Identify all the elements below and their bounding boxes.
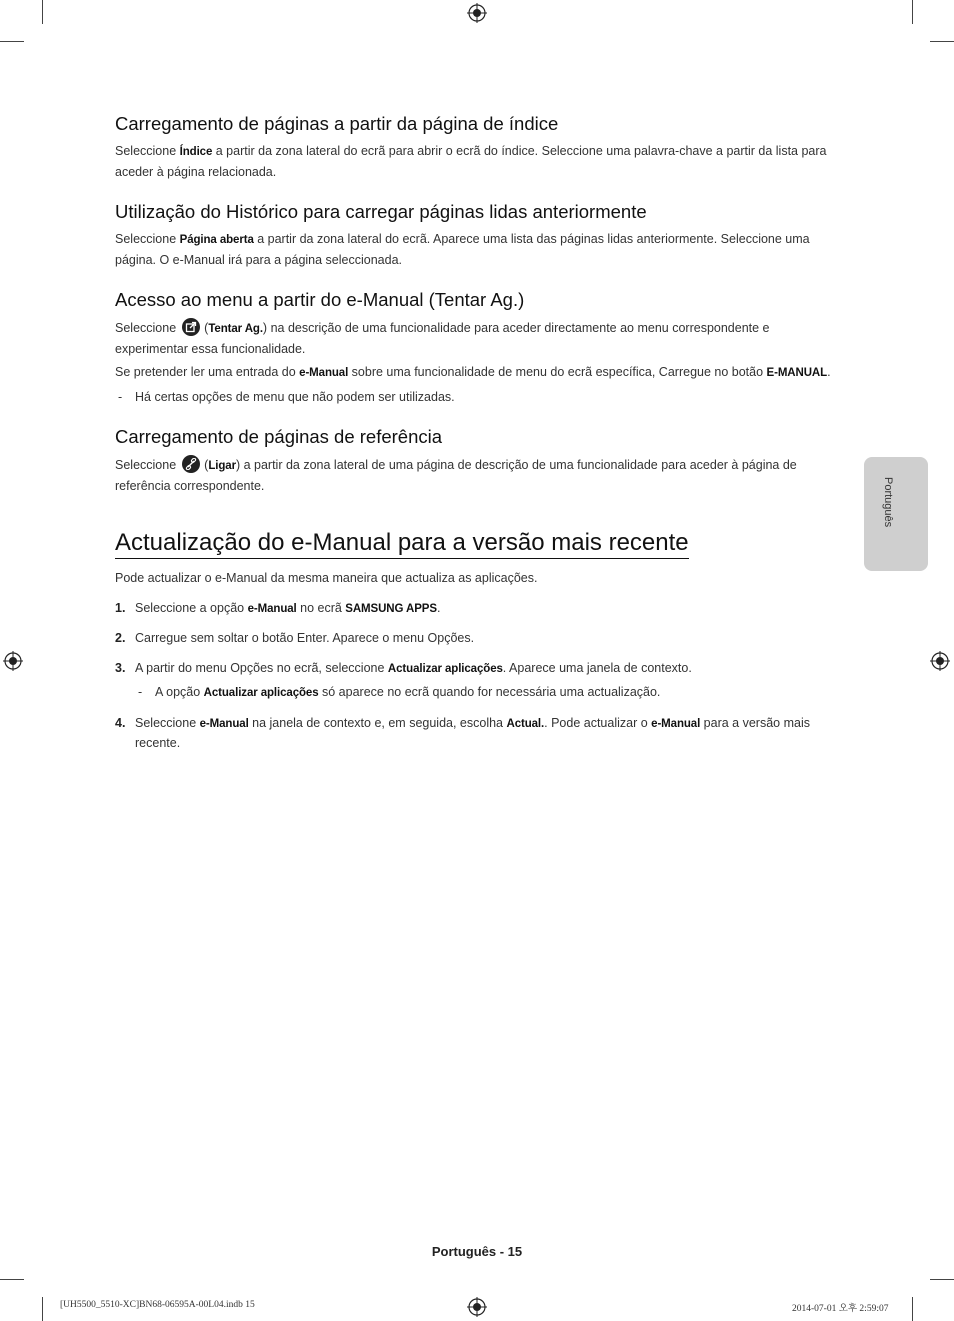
crop-mark [0,41,24,42]
crop-mark [912,1297,913,1321]
crop-mark [0,1279,24,1280]
menu-term: Índice [179,146,213,158]
crop-mark [42,1297,43,1321]
note: - Há certas opções de menu que não podem ser utilizadas. [118,389,455,404]
step-item: 3. A partir do menu Opções no ecrã, seleccione Actualizar aplicações. Aparece uma janela de contexto. [115,660,692,675]
menu-term: Página aberta [179,234,254,246]
register-mark-icon [467,1297,487,1317]
section-index [115,112,835,182]
section-heading: Utilização do Histórico para carregar páginas lidas anteriormente [115,201,647,222]
update-intro: Pode actualizar o e-Manual da mesma maneira que actualiza as aplicações. [115,571,538,585]
note: - A opção Actualizar aplicações só aparece no ecrã quando for necessária uma actualização. [138,685,661,699]
crop-mark [42,0,43,24]
register-mark-icon [930,651,950,671]
language-side-tab [864,457,928,571]
step-item: 2. Carregue sem soltar o botão Enter. Aparece o menu Opções. [115,631,475,645]
step-item: 4. Seleccione e-Manual na janela de contexto e, em seguida, escolha Actual.. Pode actualizar o e-Manual para a versão mais recente. [115,715,810,750]
date-imprint: 2014-07-01 오후 2:59:07 [792,1304,889,1314]
crop-mark [912,0,913,24]
link-icon [182,455,200,473]
section-reference [115,425,835,496]
register-mark-icon [3,651,23,671]
update-title: Actualização do e-Manual para a versão mais recente [115,528,689,559]
section-heading: Carregamento de páginas a partir da página de índice [115,113,559,134]
section-body: Seleccione (Ligar) a partir da zona lateral de uma página de descrição de uma funcionalidade para aceder à página de referência correspondente. [115,455,835,496]
try-now-icon [182,318,200,336]
menu-term: Tentar Ag. [208,323,263,335]
side-tab-label: Português [882,477,894,528]
page-number: Português - 15 [431,1244,523,1259]
section-body: Seleccione Índice a partir da zona lateral do ecrã para abrir o ecrã do índice. Seleccione uma palavra-chave a partir da lista para aceder à página relacionada. [115,144,827,179]
crop-mark [930,1279,954,1280]
section-body: Seleccione (Tentar Ag.) na descrição de uma funcionalidade para aceder directamente ao menu correspondente e experimentar essa funcionalidade. [115,318,835,359]
button-term: E-MANUAL [766,367,828,379]
register-mark-icon [467,3,487,23]
section-body: Seleccione Página aberta a partir da zona lateral do ecrã. Aparece uma lista das páginas lidas anteriormente. Seleccione uma página. O e-Manual irá para a página seleccionada. [115,232,810,267]
section-history [115,200,835,270]
section-heading: Acesso ao menu a partir do e-Manual (Tentar Ag.) [115,289,525,310]
step-item: 1. Seleccione a opção e-Manual no ecrã SAMSUNG APPS. [115,600,441,615]
section-heading: Carregamento de páginas de referência [115,426,443,447]
menu-term: Ligar [208,460,236,472]
section-body: Se pretender ler uma entrada do e-Manual sobre uma funcionalidade de menu do ecrã específica, Carregue no botão E-MANUAL. [115,365,831,379]
section-try-now [115,288,835,407]
menu-term: e-Manual [299,367,349,379]
page-content [115,112,835,754]
file-imprint: [UH5500_5510-XC]BN68-06595A-00L04.indb 15 [60,1300,255,1310]
crop-mark [930,41,954,42]
